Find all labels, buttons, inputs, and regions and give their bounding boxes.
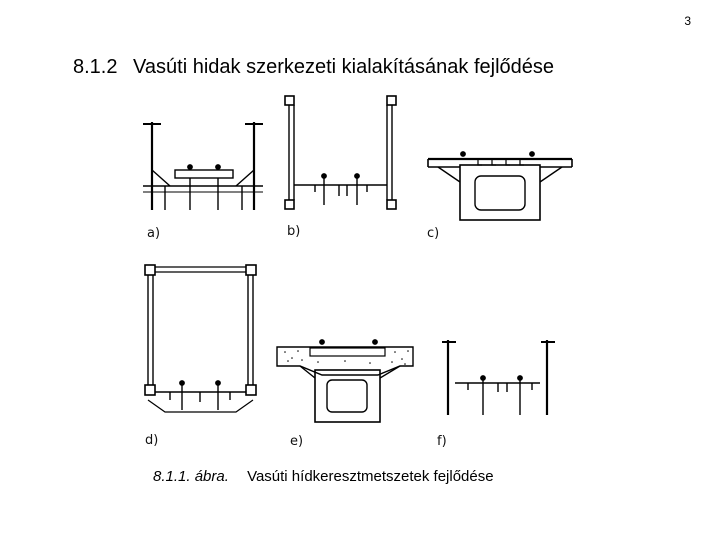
label-c: c) xyxy=(427,226,440,241)
caption-number: 8.1.1. ábra. xyxy=(153,468,229,485)
section-a-drawing xyxy=(143,122,263,210)
section-c-drawing xyxy=(428,152,572,220)
label-b: b) xyxy=(287,224,301,239)
label-a: a) xyxy=(147,226,161,241)
page-number: 3 xyxy=(684,14,691,28)
figure-caption xyxy=(153,468,494,485)
section-number: 8.1.2 xyxy=(73,56,118,78)
label-e: e) xyxy=(290,434,304,449)
section-title: Vasúti hidak szerkezeti kialakításának fejlődése xyxy=(133,56,555,78)
caption-text: Vasúti hídkeresztmetszetek fejlődése xyxy=(247,468,494,485)
section-f-drawing xyxy=(442,340,555,415)
label-d: d) xyxy=(145,433,159,448)
label-f: f) xyxy=(437,434,447,449)
section-e-drawing xyxy=(277,340,413,422)
section-b-drawing xyxy=(285,96,396,209)
section-d-drawing xyxy=(145,265,256,412)
